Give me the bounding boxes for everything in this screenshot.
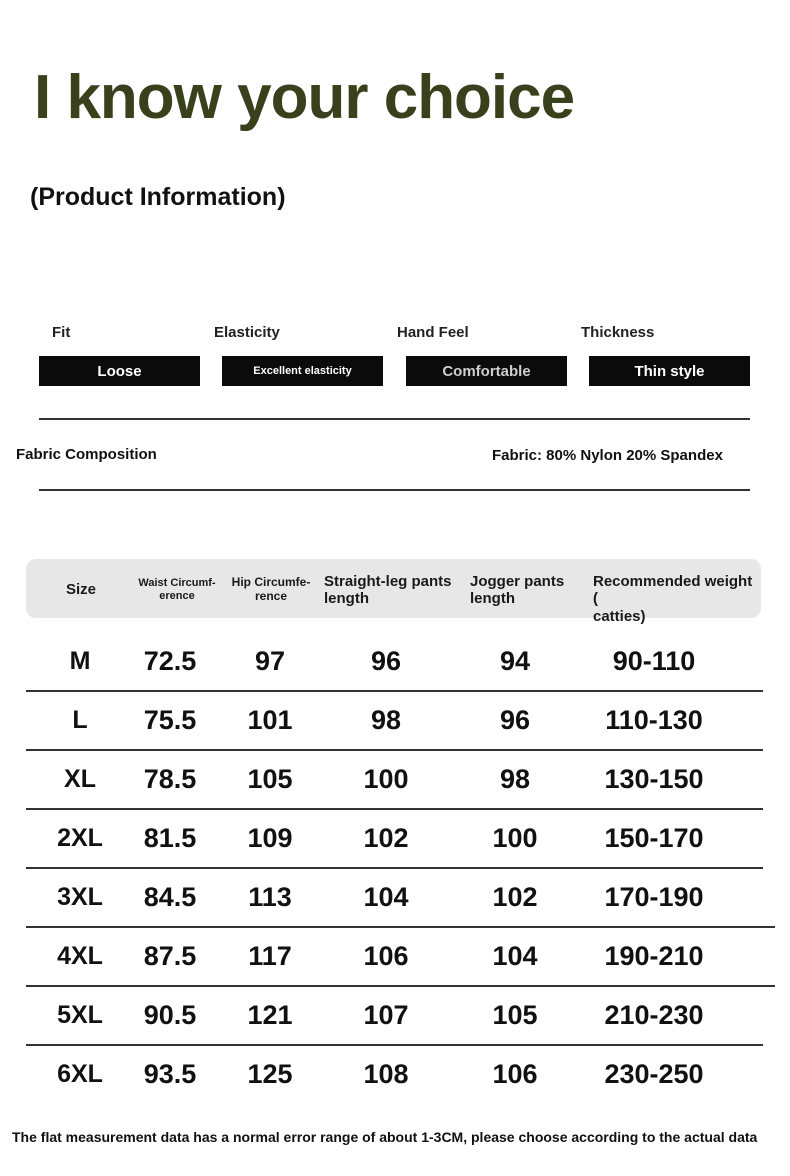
table-row — [0, 986, 790, 1045]
header-jogger — [470, 573, 564, 608]
table-row — [0, 809, 790, 868]
cell-straight: 96 — [370, 646, 402, 676]
header-weight — [593, 573, 761, 625]
fit-value-box: Loose — [39, 356, 200, 386]
cell-size: 6XL — [57, 1060, 103, 1088]
measurement-footnote: The flat measurement data has a normal error range of about 1-3CM, please choose according to the actual data — [12, 1129, 758, 1145]
size-table-header — [26, 559, 761, 625]
header-jogger-line2: length — [470, 590, 515, 608]
cell-weight: 130-150 — [604, 764, 704, 794]
header-waist-line2: erence — [159, 589, 195, 602]
cell-size: 3XL — [57, 883, 103, 911]
cell-size: XL — [64, 765, 96, 793]
cell-size: 2XL — [57, 824, 103, 852]
cell-hip: 113 — [248, 882, 292, 912]
fit-label: Fit — [52, 324, 71, 341]
table-row — [0, 868, 790, 927]
cell-size: 4XL — [57, 942, 103, 970]
header-hip — [226, 576, 316, 604]
cell-weight: 190-210 — [604, 941, 704, 971]
cell-jogger: 94 — [499, 646, 531, 676]
elasticity-value-box: Excellent elasticity — [222, 356, 383, 386]
fabric-composition-label: Fabric Composition — [16, 446, 157, 463]
cell-straight: 108 — [363, 1059, 409, 1089]
header-hip-line1: Hip Circumfe- — [231, 575, 311, 589]
cell-hip: 97 — [254, 646, 286, 676]
header-size: Size — [66, 581, 97, 598]
cell-hip: 101 — [247, 705, 293, 735]
cell-waist: 78.5 — [143, 764, 197, 794]
cell-jogger: 105 — [492, 1000, 538, 1030]
cell-size: M — [69, 647, 91, 675]
header-straight-leg — [324, 573, 452, 608]
cell-weight: 90-110 — [612, 646, 696, 676]
header-waist-line1: Waist Circumf- — [138, 577, 216, 589]
cell-straight: 102 — [363, 823, 409, 853]
cell-weight: 110-130 — [605, 705, 703, 735]
cell-straight: 104 — [363, 882, 409, 912]
cell-jogger: 102 — [492, 882, 538, 912]
cell-straight: 106 — [363, 941, 409, 971]
cell-waist: 84.5 — [143, 882, 197, 912]
cell-hip: 109 — [247, 823, 293, 853]
thickness-value-box: Thin style — [589, 356, 750, 386]
elasticity-label: Elasticity — [214, 324, 280, 341]
cell-weight: 150-170 — [604, 823, 704, 853]
table-row — [0, 750, 790, 809]
table-row — [0, 691, 790, 750]
cell-waist: 75.5 — [143, 705, 197, 735]
cell-weight: 210-230 — [604, 1000, 704, 1030]
fabric-composition-value: Fabric: 80% Nylon 20% Spandex — [492, 447, 723, 464]
cell-hip: 117 — [248, 941, 292, 971]
cell-waist: 87.5 — [143, 941, 197, 971]
cell-size: 5XL — [57, 1001, 103, 1029]
header-straight-line2: length — [324, 590, 369, 608]
header-jogger-line1: Jogger pants — [470, 573, 565, 590]
thickness-label: Thickness — [581, 324, 655, 341]
hand-feel-label: Hand Feel — [397, 324, 469, 341]
headline: I know your choice — [34, 63, 575, 132]
cell-hip: 125 — [247, 1059, 293, 1089]
cell-waist: 90.5 — [143, 1000, 197, 1030]
cell-weight: 170-190 — [604, 882, 704, 912]
divider-bottom — [39, 489, 750, 491]
header-hip-line2: rence — [254, 588, 288, 603]
hand-feel-value-box: Comfortable — [406, 356, 567, 386]
cell-weight: 230-250 — [604, 1059, 704, 1089]
table-row — [0, 632, 790, 691]
cell-jogger: 106 — [492, 1059, 538, 1089]
cell-waist: 72.5 — [143, 646, 197, 676]
cell-jogger: 98 — [499, 764, 531, 794]
header-weight-line2: catties) — [593, 607, 646, 625]
table-row — [0, 1045, 790, 1104]
cell-jogger: 96 — [499, 705, 531, 735]
cell-straight: 107 — [363, 1000, 409, 1030]
cell-jogger: 100 — [492, 823, 538, 853]
cell-hip: 105 — [247, 764, 293, 794]
subheadline: (Product Information) — [30, 183, 286, 211]
table-row — [0, 927, 790, 986]
cell-hip: 121 — [247, 1000, 293, 1030]
cell-size: L — [72, 706, 88, 734]
cell-straight: 98 — [370, 705, 402, 735]
header-waist — [130, 577, 224, 602]
header-straight-line1: Straight-leg pants — [324, 573, 452, 590]
cell-waist: 81.5 — [143, 823, 197, 853]
cell-waist: 93.5 — [143, 1059, 197, 1089]
header-weight-line1: Recommended weight ( — [593, 573, 753, 608]
cell-straight: 100 — [363, 764, 409, 794]
divider-top — [39, 418, 750, 420]
cell-jogger: 104 — [492, 941, 538, 971]
